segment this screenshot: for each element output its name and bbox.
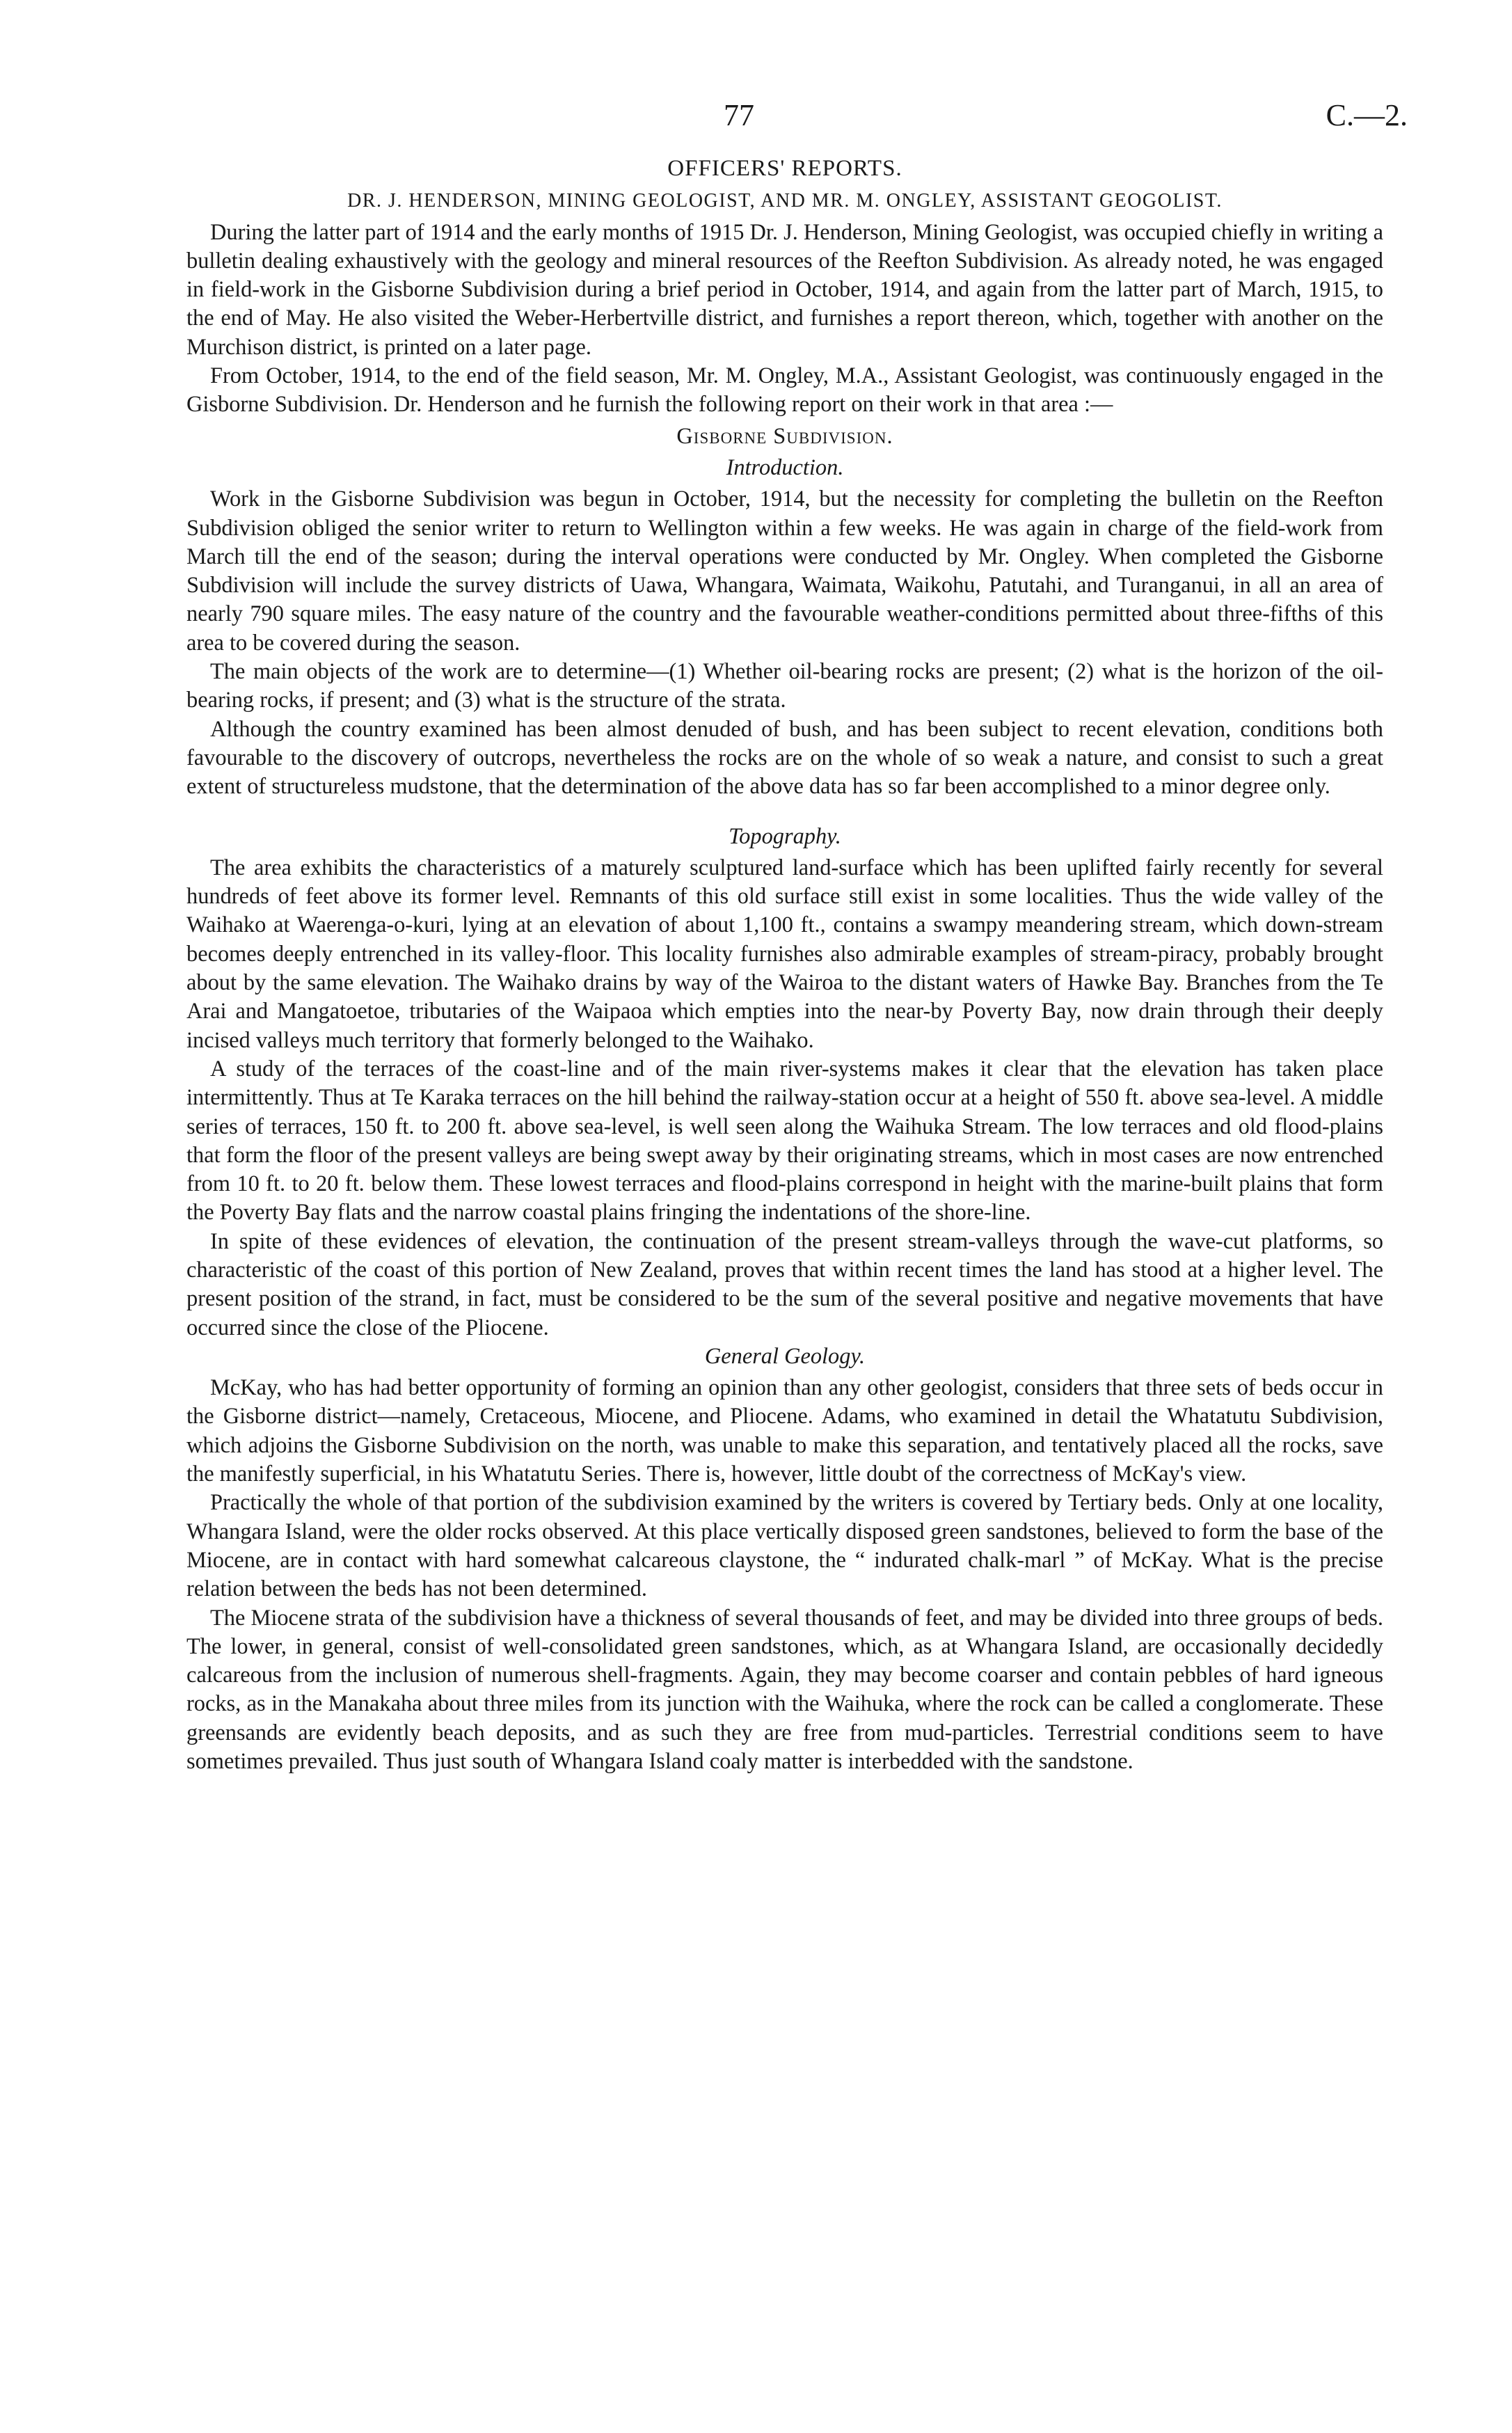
geology-paragraph: McKay, who has had better opportunity of forming an opinion than any other geologist, considers that three sets of beds occur in the Gisborne district—namely, Cretaceous, Miocene, and Pliocene. Adams, who examined in detail the Whatatutu Subdivision, which adjoins the Gisborne Subdivision on the north, was unable to make this separation, and tentatively placed all the rocks, save the manifestly superficial, in his Whatatutu Series. There is, however, little doubt of the correctness of McKay's view. [186,1375,1383,1487]
report-body [186,154,1383,1776]
introduction-paragraph: The main objects of the work are to determine—(1) Whether oil-bearing rocks are present; (2) what is the horizon of the oil-bearing rocks, if present; and (3) what is the structure of the strata. [186,659,1383,713]
introduction-paragraph: Although the country examined has been almost denuded of bush, and has been subject to recent elevation, conditions both favourable to the discovery of outcrops, nevertheless the rocks are on the whole of so weak a nature, and consist to such a great extent of structureless mudstone, that the determination of the above data has so far been accomplished to a minor degree only. [186,716,1383,800]
introduction-heading: Introduction. [726,454,844,480]
intro-paragraph-2: From October, 1914, to the end of the field season, Mr. M. Ongley, M.A., Assistant Geologist, was continuously engaged in the Gisborne Subdivision. Dr. Henderson and he furnish the following report on their work in that area :— [186,363,1383,418]
intro-paragraph-1: During the latter part of 1914 and the early months of 1915 Dr. J. Henderson, Mining Geologist, was occupied chiefly in writing a bulletin dealing exhaustively with the geology and mineral resources of the Reefton Subdivision. As already noted, he was engaged in field-work in the Gisborne Subdivision during a brief period in October, 1914, and again from the latter part of March, 1915, to the end of May. He also visited the Weber-Herbertville district, and furnishes a report thereon, which, together with another on the Murchison district, is printed on a later page. [186,219,1383,360]
geology-paragraph: The Miocene strata of the subdivision have a thickness of several thousands of feet, and may be divided into three groups of beds. The lower, in general, consist of well-consolidated green sandstones, which, as at Whangara Island, are occasionally decidedly calcareous from the inclusion of numerous shell-fragments. Again, they may become coarser and contain pebbles of hard igneous rocks, as in the Manakaha about three miles from its junction with the Waihuka, where the rock can be called a conglomerate. These greensands are evidently beach deposits, and as such they are free from mud-particles. Terrestrial conditions seem to have sometimes prevailed. Thus just south of Whangara Island coaly matter is interbedded with the sandstone. [186,1605,1383,1775]
introduction-paragraph: Work in the Gisborne Subdivision was begun in October, 1914, but the necessity for completing the bulletin on the Reefton Subdivision obliged the senior writer to return to Wellington within a few weeks. He was again in charge of the field-work from March till the end of the season; during the interval operations were conducted by Mr. Ongley. When completed the Gisborne Subdivision will include the survey districts of Uawa, Whangara, Waimata, Waikohu, Patutahi, and Turanganui, in all an area of nearly 790 square miles. The easy nature of the country and the favourable weather-conditions permitted about three-fifths of this area to be covered during the season. [186,486,1383,656]
topography-paragraph: In spite of these evidences of elevation, the continuation of the present stream-valleys through the wave-cut platforms, so characteristic of the coast of this portion of New Zealand, proves that within recent times the land has stood at a higher level. The present position of the strand, in fact, must be considered to be the sum of the several positive and negative movements that have occurred since the close of the Pliocene. [186,1228,1383,1340]
page-number: 77 [724,98,754,132]
report-title: OFFICERS' REPORTS. [667,156,902,181]
topography-paragraph: A study of the terraces of the coast-line and of the main river-systems makes it clear that the elevation has taken place intermittently. Thus at Te Karaka terraces on the hill behind the railway-station occur at a height of 550 ft. above sea-level. A middle series of terraces, 150 ft. to 200 ft. above sea-level, is well seen along the Waihuka Stream. The low terraces and old flood-plains that form the floor of the present valleys are being swept away by their originating streams, which in most cases are now entrenched from 10 ft. to 20 ft. below them. These lowest terraces and flood-plains correspond in height with the marine-built plains that form the Poverty Bay flats and the narrow coastal plains fringing the indentations of the shore-line. [186,1056,1383,1226]
section-heading: Gisborne Subdivision. [676,423,893,449]
geology-paragraph: Practically the whole of that portion of the subdivision examined by the writers is covered by Tertiary beds. Only at one locality, Whangara Island, were the older rocks observed. At this place vertically disposed green sandstones, believed to form the base of the Miocene, are in contact with hard somewhat calcareous claystone, the “ indurated chalk-marl ” of McKay. What is the precise relation between the beds has not been determined. [186,1490,1383,1602]
authors-byline: DR. J. HENDERSON, MINING GEOLOGIST, AND MR. M. ONGLEY, ASSISTANT GEOGOLIST. [347,190,1223,212]
topography-paragraph: The area exhibits the characteristics of a maturely sculptured land-surface which has been uplifted fairly recently for several hundreds of feet above its former level. Remnants of this old surface still exist in some localities. Thus the wide valley of the Waihako at Waerenga-o-kuri, lying at an elevation of about 1,100 ft., contains a swampy meandering stream, which down-stream becomes deeply entrenched in its valley-floor. This locality furnishes also admirable examples of stream-piracy, probably brought about by the same elevation. The Waihako drains by way of the Wairoa to the distant waters of Hawke Bay. Branches from the Te Arai and Mangatoetoe, tributaries of the Waipaoa which empties into the near-by Poverty Bay, now drain through their deeply incised valleys much territory that formerly belonged to the Waihako. [186,855,1383,1053]
topography-heading: Topography. [729,823,841,849]
document-code: C.—2. [1326,98,1408,132]
general-geology-heading: General Geology. [704,1343,866,1369]
